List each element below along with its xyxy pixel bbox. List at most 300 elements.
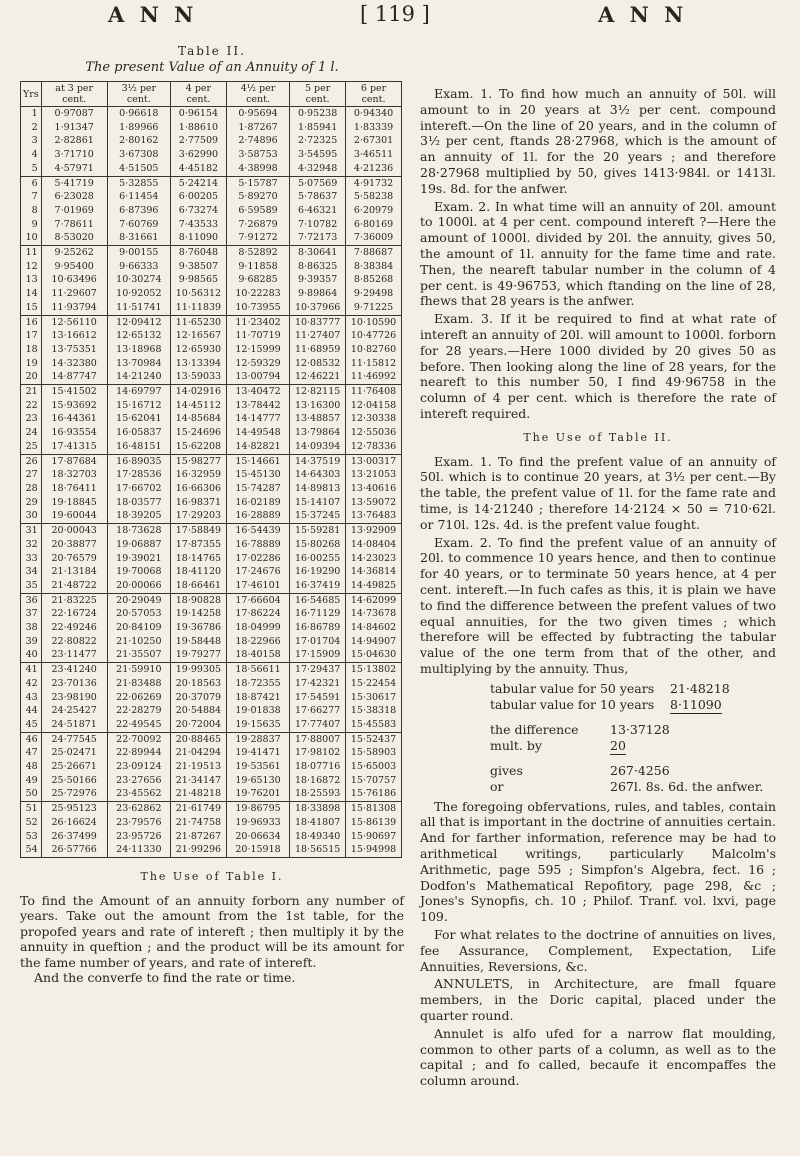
table-row [21,343,402,357]
year-cell: 22 [21,399,42,413]
value-cell: 19·86795 [226,802,289,816]
value-cell: 9·25262 [41,246,107,260]
table-row [21,399,402,413]
value-cell: 17·98102 [290,746,346,760]
value-cell: 1·89966 [107,121,170,135]
example-2: Exam. 2. In what time will an annuity of 20l. amount to 1000l. at 4 per cent. compound intereft ?—Here the amount of 1000l. divided by 20l. the annuity, gives 50, the amount of 1l. annuity for the fame time and rate. Then, the neareft tabular number in the column of 4 per cent. is 49·96753, which ftanding on the line of 28, fhews that 28 years is the anfwer. [420,198,776,309]
table-row [21,663,402,677]
table-row [21,162,402,176]
value-cell: 17·66604 [226,593,289,607]
value-cell: 9·39357 [290,273,346,287]
page-number: [ 119 ] [360,2,430,26]
value-cell: 19·14258 [170,607,226,621]
example-t2-1: Exam. 1. To find the prefent value of an annuity of 50l. which is to continue 20 years, at 3½ per cent.—By the table, the prefent value of 1l. for the fame rate and time, is 14·21240 ; therefore 14·2124 × 50 = 710·62l. or 710l. 12s. 4d. is the prefent value fought. [420,453,776,532]
value-cell: 6·87396 [107,204,170,218]
value-cell: 6·59589 [226,204,289,218]
value-cell: 26·16624 [41,816,107,830]
value-cell: 18·66461 [170,579,226,593]
table-row [21,482,402,496]
value-cell: 1·83339 [346,121,402,135]
year-cell: 41 [21,663,42,677]
value-cell: 15·80268 [290,538,346,552]
value-cell: 3·71710 [41,148,107,162]
year-cell: 48 [21,760,42,774]
value-cell: 11·68959 [290,343,346,357]
annuity-table [20,81,402,858]
value-cell: 8·53020 [41,231,107,245]
value-cell: 15·45130 [226,468,289,482]
value-cell: 20·29049 [107,593,170,607]
value-cell: 14·84602 [346,621,402,635]
value-cell: 6·00205 [170,190,226,204]
calc-value: 267·4256 [610,762,670,778]
value-cell: 9·71225 [346,301,402,315]
value-cell: 15·62208 [170,440,226,454]
value-cell: 7·10782 [290,218,346,232]
value-cell: 6·20979 [346,204,402,218]
value-cell: 16·19290 [290,565,346,579]
value-cell: 15·22454 [346,677,402,691]
left-column [20,44,404,986]
value-cell: 17·77407 [290,718,346,732]
year-cell: 15 [21,301,42,315]
value-cell: 21·83225 [41,593,107,607]
value-cell: 21·87267 [170,830,226,844]
value-cell: 5·41719 [41,176,107,190]
value-cell: 13·21053 [346,468,402,482]
year-cell: 12 [21,260,42,274]
year-cell: 18 [21,343,42,357]
table-row [21,648,402,662]
value-cell: 20·18563 [170,677,226,691]
year-cell: 7 [21,190,42,204]
value-cell: 2·74896 [226,134,289,148]
table-row [21,774,402,788]
table-row [21,718,402,732]
value-cell: 12·30338 [346,412,402,426]
value-cell: 9·38507 [170,260,226,274]
value-cell: 10·73955 [226,301,289,315]
table-row [21,412,402,426]
year-cell: 5 [21,162,42,176]
value-cell: 14·36814 [346,565,402,579]
year-cell: 19 [21,357,42,371]
table-row [21,107,402,121]
calculation [490,681,776,795]
value-cell: 11·23402 [226,315,289,329]
year-cell: 43 [21,691,42,705]
calc-value: 21·48218 [670,680,730,696]
table-row [21,204,402,218]
calc-value: 20 [610,737,626,753]
value-cell: 18·56611 [226,663,289,677]
value-cell: 23·98190 [41,691,107,705]
value-cell: 5·15787 [226,176,289,190]
value-cell: 11·65230 [170,315,226,329]
value-cell: 6·23028 [41,190,107,204]
value-cell: 26·57766 [41,843,107,857]
observations: The foregoing obfervations, rules, and tables, contain all that is important in the doctrine of annuities certain. And for farther information, reference may be had to arithmetical writings, particularly Malcolm's Arithmetic, page 595 ; Simpfon's Algebra, fect. 16 ; Dodfon's Mathematical Repofitory, page 298, &c ; Jones's Synopfis, ch. 10 ; Philof. Tranf. vol. lxvi, page 109. [420,798,776,925]
col-header: 4 per cent. [170,82,226,107]
value-cell: 10·92052 [107,287,170,301]
year-cell: 27 [21,468,42,482]
value-cell: 2·80162 [107,134,170,148]
value-cell: 15·37245 [290,509,346,523]
value-cell: 17·66702 [107,482,170,496]
value-cell: 24·51871 [41,718,107,732]
year-cell: 26 [21,454,42,468]
table-row [21,816,402,830]
year-cell: 32 [21,538,42,552]
value-cell: 14·37519 [290,454,346,468]
value-cell: 0·95238 [290,107,346,121]
value-cell: 15·81308 [346,802,402,816]
value-cell: 14·64303 [290,468,346,482]
example-t2-2: Exam. 2. To find the prefent value of an annuity of 20l. to commence 10 years hence, and then to continue for 40 years, or to terminate 50 years hence, at 4 per cent. intereft.—In fuch cafes as this, it is plain we have to find the difference between the prefent values of two equal annuities, for the two given times ; which therefore will be effected by fubtracting the tabular value of the one term from that of the other, and multiplying by the annuity. Thus, [420,534,776,676]
value-cell: 12·04158 [346,399,402,413]
value-cell: 21·48218 [170,787,226,801]
value-cell: 21·48722 [41,579,107,593]
year-cell: 6 [21,176,42,190]
value-cell: 11·51741 [107,301,170,315]
value-cell: 15·65003 [346,760,402,774]
value-cell: 13·92909 [346,524,402,538]
value-cell: 5·89270 [226,190,289,204]
value-cell: 10·47726 [346,329,402,343]
year-cell: 46 [21,732,42,746]
table-row [21,134,402,148]
value-cell: 12·56110 [41,315,107,329]
year-cell: 45 [21,718,42,732]
table-row [21,121,402,135]
page-header [0,0,800,40]
value-cell: 13·59033 [170,370,226,384]
value-cell: 15·45583 [346,718,402,732]
table-row [21,440,402,454]
value-cell: 15·58903 [346,746,402,760]
value-cell: 12·55036 [346,426,402,440]
year-cell: 23 [21,412,42,426]
value-cell: 15·41502 [41,385,107,399]
year-cell: 24 [21,426,42,440]
calc-label: or [490,778,504,794]
value-cell: 14·45112 [170,399,226,413]
value-cell: 12·65132 [107,329,170,343]
value-cell: 0·96154 [170,107,226,121]
value-cell: 16·02189 [226,496,289,510]
value-cell: 19·65130 [226,774,289,788]
value-cell: 15·52437 [346,732,402,746]
value-cell: 15·30617 [346,691,402,705]
value-cell: 14·73678 [346,607,402,621]
value-cell: 13·00794 [226,370,289,384]
annulet-entry: Annulet is alfo ufed for a narrow flat moulding, common to other parts of a column, as well as to the capital ; and fo called, becaufe it encompaffes the column around. [420,1025,776,1089]
value-cell: 10·83777 [290,315,346,329]
value-cell: 16·37419 [290,579,346,593]
value-cell: 2·82861 [41,134,107,148]
value-cell: 8·31661 [107,231,170,245]
value-cell: 15·70757 [346,774,402,788]
year-cell: 28 [21,482,42,496]
value-cell: 21·61749 [170,802,226,816]
value-cell: 8·76048 [170,246,226,260]
year-cell: 34 [21,565,42,579]
value-cell: 17·88007 [290,732,346,746]
year-cell: 49 [21,774,42,788]
right-column [420,86,776,1091]
year-cell: 39 [21,635,42,649]
value-cell: 11·11839 [170,301,226,315]
year-cell: 17 [21,329,42,343]
value-cell: 14·08404 [346,538,402,552]
value-cell: 19·06887 [107,538,170,552]
year-cell: 2 [21,121,42,135]
value-cell: 22·80822 [41,635,107,649]
value-cell: 8·52892 [226,246,289,260]
value-cell: 19·96933 [226,816,289,830]
table1-use-text-2: And the converfe to find the rate or time. [34,970,296,986]
year-cell: 38 [21,621,42,635]
table-row [21,357,402,371]
value-cell: 7·78611 [41,218,107,232]
calc-value: 8·11090 [670,696,722,712]
value-cell: 18·49340 [290,830,346,844]
value-cell: 5·32855 [107,176,170,190]
year-cell: 40 [21,648,42,662]
value-cell: 3·62990 [170,148,226,162]
value-cell: 7·26879 [226,218,289,232]
value-cell: 15·90697 [346,830,402,844]
table-row [21,509,402,523]
value-cell: 1·91347 [41,121,107,135]
value-cell: 20·37079 [170,691,226,705]
value-cell: 13·40616 [346,482,402,496]
value-cell: 19·28837 [226,732,289,746]
value-cell: 23·62862 [107,802,170,816]
value-cell: 21·99296 [170,843,226,857]
table-row [21,385,402,399]
value-cell: 23·41240 [41,663,107,677]
table-row [21,704,402,718]
table-row [21,760,402,774]
value-cell: 16·89035 [107,454,170,468]
value-cell: 25·02471 [41,746,107,760]
col-header: 6 per cent. [346,82,402,107]
table-row [21,635,402,649]
value-cell: 15·24696 [170,426,226,440]
value-cell: 14·02916 [170,385,226,399]
value-cell: 11·93794 [41,301,107,315]
value-cell: 10·37966 [290,301,346,315]
value-cell: 18·41120 [170,565,226,579]
value-cell: 18·25593 [290,787,346,801]
value-cell: 13·18968 [107,343,170,357]
value-cell: 18·33898 [290,802,346,816]
value-cell: 23·11477 [41,648,107,662]
value-cell: 20·38877 [41,538,107,552]
value-cell: 13·59072 [346,496,402,510]
value-cell: 13·70984 [107,357,170,371]
table-row [21,329,402,343]
value-cell: 20·06634 [226,830,289,844]
value-cell: 25·26671 [41,760,107,774]
value-cell: 14·23023 [346,552,402,566]
table-row [21,579,402,593]
value-cell: 9·29498 [346,287,402,301]
value-cell: 12·59329 [226,357,289,371]
value-cell: 12·16567 [170,329,226,343]
value-cell: 15·04630 [346,648,402,662]
value-cell: 4·38998 [226,162,289,176]
value-cell: 4·57971 [41,162,107,176]
value-cell: 25·72976 [41,787,107,801]
year-cell: 50 [21,787,42,801]
year-cell: 31 [21,524,42,538]
table-row [21,746,402,760]
year-cell: 14 [21,287,42,301]
value-cell: 10·10590 [346,315,402,329]
year-cell: 52 [21,816,42,830]
value-cell: 2·67301 [346,134,402,148]
value-cell: 20·88465 [170,732,226,746]
table-row [21,468,402,482]
year-cell: 21 [21,385,42,399]
value-cell: 13·16300 [290,399,346,413]
value-cell: 19·99305 [170,663,226,677]
value-cell: 15·38318 [346,704,402,718]
value-cell: 14·94907 [346,635,402,649]
value-cell: 16·71129 [290,607,346,621]
value-cell: 9·68285 [226,273,289,287]
year-cell: 4 [21,148,42,162]
table-row [21,218,402,232]
value-cell: 8·86325 [290,260,346,274]
value-cell: 21·13184 [41,565,107,579]
value-cell: 8·30641 [290,246,346,260]
table-row [21,370,402,384]
table-row [21,830,402,844]
value-cell: 14·49825 [346,579,402,593]
example-3: Exam. 3. If it be required to find at what rate of intereft an annuity of 20l. will amount to 1000l. forborn for 28 years.—Here 1000 divided by 20 gives 50 as before. Then looking along the line of 28 years, for the neareft to this number 50, I find 49·96758 in the column of 4 per cent. which is therefore the rate of intereft required. [420,311,776,421]
value-cell: 3·46511 [346,148,402,162]
value-cell: 11·46992 [346,370,402,384]
value-cell: 9·00155 [107,246,170,260]
value-cell: 19·15635 [226,718,289,732]
value-cell: 23·79576 [107,816,170,830]
value-cell: 13·48857 [290,412,346,426]
value-cell: 26·37499 [41,830,107,844]
table-row [21,231,402,245]
year-cell: 36 [21,593,42,607]
value-cell: 17·28536 [107,468,170,482]
year-cell: 33 [21,552,42,566]
year-cell: 44 [21,704,42,718]
value-cell: 13·16612 [41,329,107,343]
value-cell: 19·60044 [41,509,107,523]
value-cell: 24·11330 [107,843,170,857]
value-cell: 11·27407 [290,329,346,343]
col-header: at 3 per cent. [41,82,107,107]
value-cell: 10·56312 [170,287,226,301]
value-cell: 13·78442 [226,399,289,413]
value-cell: 18·07716 [290,760,346,774]
value-cell: 19·76201 [226,787,289,801]
value-cell: 21·10250 [107,635,170,649]
table-row [21,787,402,801]
value-cell: 7·91272 [226,231,289,245]
value-cell: 22·49545 [107,718,170,732]
value-cell: 9·66333 [107,260,170,274]
life-annuities-ref: For what relates to the doctrine of annuities on lives, fee Assurance, Complement, Expectation, Life Annuities, Reversions, &c. [420,927,776,974]
value-cell: 5·07569 [290,176,346,190]
value-cell: 4·32948 [290,162,346,176]
value-cell: 0·94340 [346,107,402,121]
value-cell: 24·77545 [41,732,107,746]
value-cell: 10·30274 [107,273,170,287]
value-cell: 18·41807 [290,816,346,830]
year-cell: 42 [21,677,42,691]
year-cell: 54 [21,843,42,857]
value-cell: 19·18845 [41,496,107,510]
year-cell: 29 [21,496,42,510]
value-cell: 17·02286 [226,552,289,566]
value-cell: 24·25427 [41,704,107,718]
value-cell: 19·58448 [170,635,226,649]
value-cell: 22·49246 [41,621,107,635]
col-header: 5 per cent. [290,82,346,107]
year-cell: 3 [21,134,42,148]
value-cell: 0·96618 [107,107,170,121]
value-cell: 14·32380 [41,357,107,371]
value-cell: 9·95400 [41,260,107,274]
calc-label: gives [490,762,523,778]
value-cell: 21·83488 [107,677,170,691]
col-header: 3½ per cent. [107,82,170,107]
table-row [21,524,402,538]
value-cell: 22·70092 [107,732,170,746]
value-cell: 15·16712 [107,399,170,413]
value-cell: 17·15909 [290,648,346,662]
year-cell: 51 [21,802,42,816]
value-cell: 18·39205 [107,509,170,523]
value-cell: 8·85268 [346,273,402,287]
value-cell: 18·72355 [226,677,289,691]
value-cell: 22·06269 [107,691,170,705]
value-cell: 4·45182 [170,162,226,176]
calc-label: mult. by [490,737,542,753]
value-cell: 18·16872 [290,774,346,788]
year-cell: 8 [21,204,42,218]
value-cell: 2·72325 [290,134,346,148]
value-cell: 19·53561 [226,760,289,774]
value-cell: 22·28279 [107,704,170,718]
value-cell: 17·54591 [290,691,346,705]
year-cell: 1 [21,107,42,121]
value-cell: 2·77509 [170,134,226,148]
value-cell: 17·46101 [226,579,289,593]
value-cell: 0·97087 [41,107,107,121]
value-cell: 4·51505 [107,162,170,176]
value-cell: 16·48151 [107,440,170,454]
value-cell: 21·34147 [170,774,226,788]
value-cell: 4·21236 [346,162,402,176]
value-cell: 16·98371 [170,496,226,510]
value-cell: 23·27656 [107,774,170,788]
calc-value: 13·37128 [610,721,670,737]
calc-label: tabular value for 50 years [490,680,655,696]
value-cell: 23·95726 [107,830,170,844]
year-cell: 37 [21,607,42,621]
